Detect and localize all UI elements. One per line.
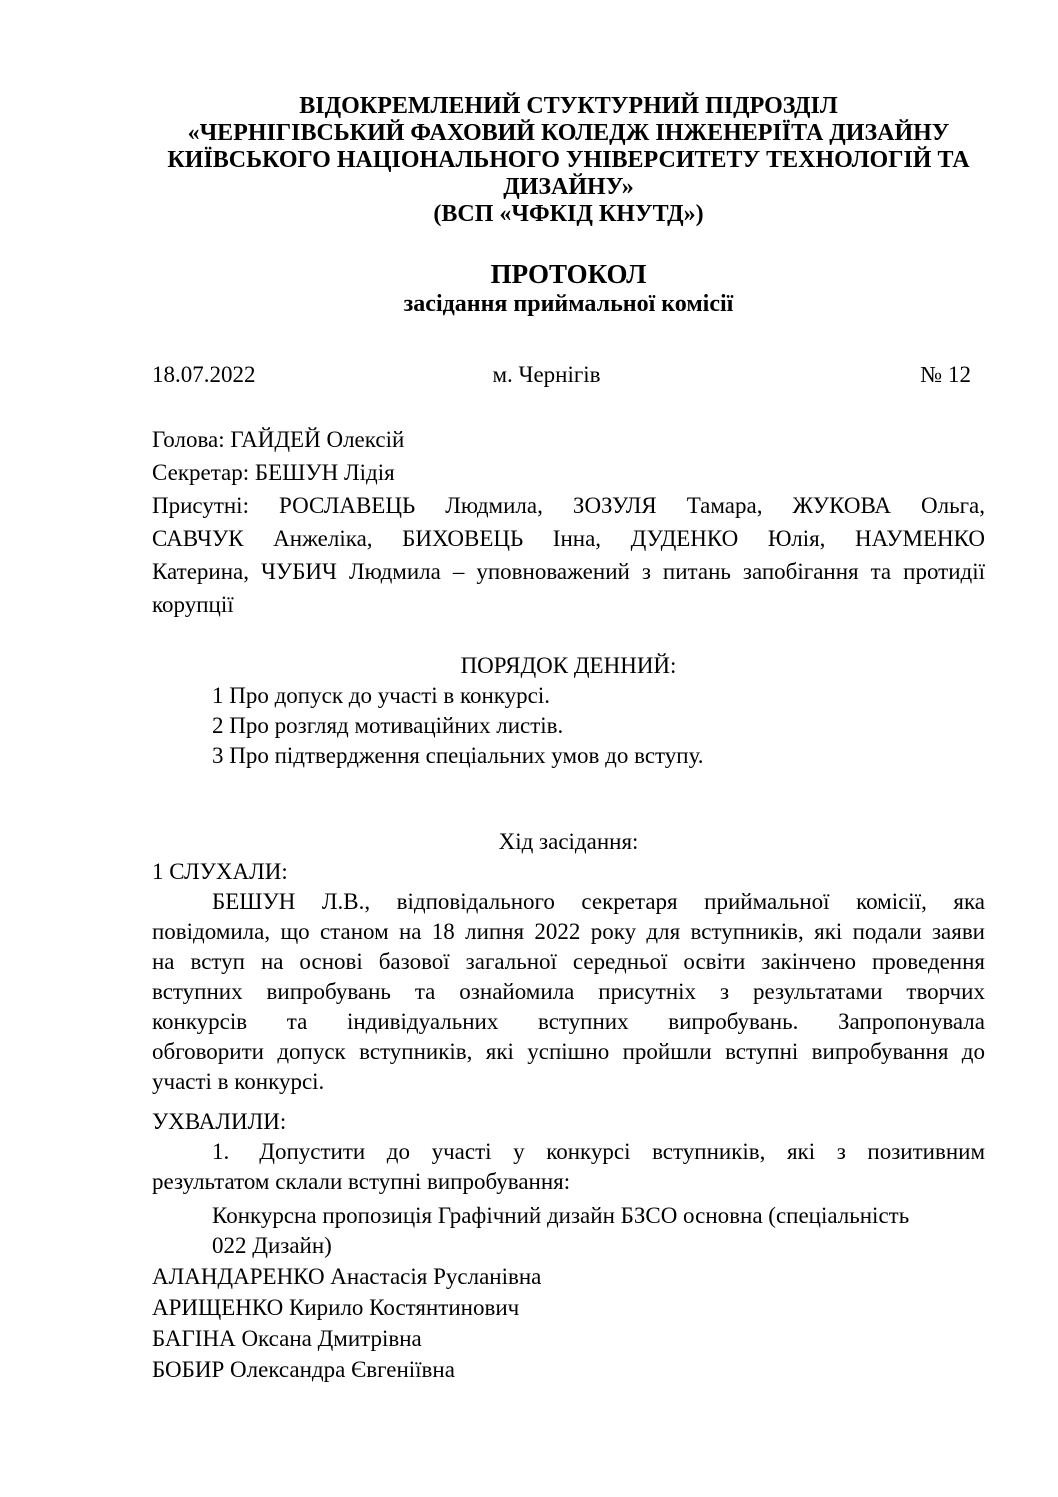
present-line: Присутні: РОСЛАВЕЦЬ Людмила, ЗОЗУЛЯ Тамара, ЖУКОВА Ольга, [152,493,985,518]
protocol-date: 18.07.2022 [152,362,256,387]
present-line: корупції [152,592,234,617]
resolution-item-line [152,1137,985,1167]
header-line: «ЧЕРНІГІВСЬКИЙ ФАХОВИЙ КОЛЕДЖ ІНЖЕНЕРІЇТА ДИЗАЙНУ [187,120,950,146]
heard-paragraph-line: участі в конкурсі. [152,1069,325,1094]
resolution-item-line: результатом склали вступні випробування: [152,1169,571,1194]
header-line: ДИЗАЙНУ» [503,174,634,200]
header-line: КИЇВСЬКОГО НАЦІОНАЛЬНОГО УНІВЕРСИТЕТУ ТЕХНОЛОГІЙ ТА [167,147,970,173]
applicants-list [152,1261,985,1385]
secretary-line: Секретар: БЕШУН Лідія [152,460,395,485]
agenda-item: 3 Про підтвердження спеціальних умов до вступу. [212,743,704,768]
proceedings-heading: Хід засідання: [498,829,639,854]
meta-row [152,360,985,390]
heard-label: 1 СЛУХАЛИ: [152,859,288,884]
heard-paragraph [152,887,985,1097]
protocol-number: № 12 [920,362,971,387]
present-line: САВЧУК Анжеліка, БИХОВЕЦЬ Інна, ДУДЕНКО Юлія, НАУМЕНКО [152,526,985,551]
applicant-name: БАГІНА Оксана Дмитрівна [152,1326,422,1351]
resolution-item [152,1137,985,1197]
agenda-heading: ПОРЯДОК ДЕННИЙ: [460,653,677,678]
heard-paragraph-line: вступних випробувань та ознайомила присутніх з результатами творчих [152,979,985,1004]
protocol-subtitle: засідання приймальної комісії [403,291,734,317]
proposal-line: 022 Дизайн) [212,1233,332,1258]
heard-paragraph-line: обговорити допуск вступників, які успішно пройшли вступні випробування до [152,1039,985,1064]
applicant-name: БОБИР Олександра Євгеніївна [152,1357,455,1382]
resolution-item-number: 1. [212,1139,230,1164]
competition-proposal [212,1201,985,1261]
agenda-item: 2 Про розгляд мотиваційних листів. [212,713,564,738]
agenda-item: 1 Про допуск до участі в конкурсі. [212,683,551,708]
resolution-label: УХВАЛИЛИ: [152,1109,287,1134]
heard-paragraph-line: повідомила, що станом на 18 липня 2022 року для вступників, які подали заяви [152,919,985,944]
resolution-item-text: Допустити до участі у конкурсі вступників, які з позитивним [259,1139,985,1164]
applicant-name: АЛАНДАРЕНКО Анастасія Русланівна [152,1264,542,1289]
protocol-title: ПРОТОКОЛ [490,259,647,289]
heard-paragraph-line: конкурсів та індивідуальних вступних випробувань. Запропонувала [152,1009,985,1034]
proposal-line: Конкурсна пропозиція Графічний дизайн БЗСО основна (спеціальність [212,1203,910,1228]
heard-paragraph-line: на вступ на основі базової загальної середньої освіти закінчено проведення [152,949,985,974]
applicant-name: АРИЩЕНКО Кирило Костянтинович [152,1295,520,1320]
agenda-items [152,681,985,771]
heard-paragraph-line: БЕШУН Л.В., відповідального секретаря приймальної комісії, яка [212,889,985,914]
protocol-place: м. Чернігів [492,362,601,387]
header-line: ВІДОКРЕМЛЕНИЙ СТУКТУРНИЙ ПІДРОЗДІЛ [299,93,838,119]
institution-header [152,93,985,228]
present-line: Катерина, ЧУБИЧ Людмила – уповноважений з питань запобігання та протидії [152,559,985,584]
chairman-line: Голова: ГАЙДЕЙ Олексій [152,427,405,452]
attendance-section [152,423,985,621]
header-line: (ВСП «ЧФКІД КНУТД») [433,201,704,227]
